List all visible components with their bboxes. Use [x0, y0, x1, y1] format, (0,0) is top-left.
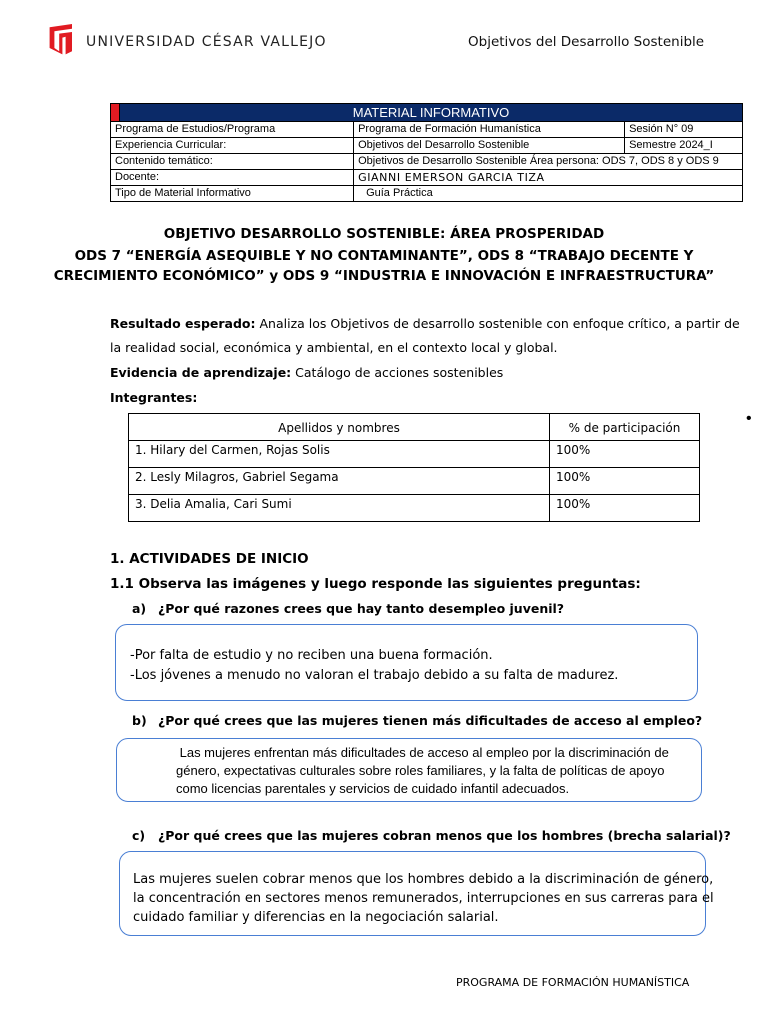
answer-line: la concentración en sectores menos remunerados, interrupciones en sus carreras para el [133, 891, 714, 906]
section-subtitle: 1.1 Observa las imágenes y luego responde las siguientes preguntas: [110, 576, 641, 592]
question-number: c) [132, 828, 146, 843]
question-text: ¿Por qué crees que las mujeres cobran menos que los hombres (brecha salarial)? [158, 828, 731, 843]
ucv-logo [48, 22, 80, 58]
answer-line: Las mujeres suelen cobrar menos que los hombres debido a la discriminación de género, [133, 872, 714, 887]
question-text: ¿Por qué razones crees que hay tanto desempleo juvenil? [158, 601, 565, 616]
answer-line: -Por falta de estudio y no reciben una buena formación. [130, 648, 493, 663]
question-text: ¿Por qué crees que las mujeres tienen más dificultades de acceso al empleo? [158, 713, 703, 728]
answer-b [176, 744, 669, 798]
material-title: MATERIAL INFORMATIVO [120, 104, 743, 122]
section-title: 1. ACTIVIDADES DE INICIO [110, 551, 309, 567]
answer-a [130, 646, 618, 686]
col-header-pct: % de participación [550, 414, 700, 441]
info-extra: Sesión N° 09 [625, 122, 743, 138]
evidencia-text: Catálogo de acciones sostenibles [291, 365, 504, 380]
member-pct: 100% [550, 495, 700, 522]
evidencia-label: Evidencia de aprendizaje: [110, 365, 292, 380]
info-extra: Semestre 2024_I [625, 138, 743, 154]
docente-name: GIANNI EMERSON GARCIA TIZA [354, 170, 743, 186]
answer-line: género, expectativas culturales sobre roles familiares, y la falta de políticas de apoyo [176, 763, 665, 778]
resultado-line2: la realidad social, económica y ambiental, en el contexto local y global. [110, 340, 558, 355]
info-label: Docente: [111, 170, 354, 186]
question-number: a) [132, 601, 147, 616]
member-pct: 100% [550, 468, 700, 495]
info-label: Experiencia Curricular: [111, 138, 354, 154]
question-a [132, 601, 564, 616]
resultado-label: Resultado esperado: [110, 316, 256, 331]
member-pct: 100% [550, 441, 700, 468]
info-value: Programa de Formación Humanística [354, 122, 625, 138]
table-row [129, 441, 700, 468]
member-name: 2. Lesly Milagros, Gabriel Segama [129, 468, 550, 495]
member-name: 3. Delia Amalia, Cari Sumi [129, 495, 550, 522]
header-title: Objetivos del Desarrollo Sostenible [468, 34, 705, 50]
col-header-name: Apellidos y nombres [129, 414, 550, 441]
ods-heading-line2: CRECIMIENTO ECONÓMICO” y ODS 9 “INDUSTRIA E INNOVACIÓN E INFRAESTRUCTURA” [53, 268, 715, 284]
university-name: UNIVERSIDAD CÉSAR VALLEJO [86, 34, 327, 50]
info-label: Programa de Estudios/Programa [111, 122, 354, 138]
resultado-line1 [110, 316, 740, 331]
answer-line: como licencias parentales y servicios de cuidado infantil adecuados. [176, 781, 570, 796]
answer-line: -Los jóvenes a menudo no valoran el trabajo debido a su falta de madurez. [130, 668, 619, 683]
question-number: b) [132, 713, 147, 728]
evidencia-line [110, 365, 503, 380]
main-heading: OBJETIVO DESARROLLO SOSTENIBLE: ÁREA PROSPERIDAD [163, 226, 605, 242]
info-value: Objetivos del Desarrollo Sostenible [354, 138, 625, 154]
info-value: Objetivos de Desarrollo Sostenible Área persona: ODS 7, ODS 8 y ODS 9 [354, 154, 743, 170]
answer-c [133, 870, 714, 927]
resultado-text: Analiza los Objetivos de desarrollo sostenible con enfoque crítico, a partir de [255, 316, 740, 331]
info-table [110, 103, 743, 202]
answer-line: Las mujeres enfrentan más dificultades de acceso al empleo por la discriminación de [176, 745, 669, 760]
question-b [132, 713, 702, 728]
stray-dot: • [746, 410, 752, 427]
member-name: 1. Hilary del Carmen, Rojas Solis [129, 441, 550, 468]
ods-heading-line1: ODS 7 “ENERGÍA ASEQUIBLE Y NO CONTAMINANTE”, ODS 8 “TRABAJO DECENTE Y [74, 248, 694, 264]
table-row [129, 468, 700, 495]
info-label: Tipo de Material Informativo [111, 186, 354, 202]
footer-text: PROGRAMA DE FORMACIÓN HUMANÍSTICA [456, 976, 690, 989]
answer-line: cuidado familiar y diferencias en la negociación salarial. [133, 910, 499, 925]
info-value: Guía Práctica [354, 186, 743, 202]
red-marker [111, 104, 120, 122]
members-table [128, 413, 700, 522]
integrantes-label: Integrantes: [110, 390, 198, 405]
table-row [129, 495, 700, 522]
info-label: Contenido temático: [111, 154, 354, 170]
question-c [132, 828, 731, 843]
